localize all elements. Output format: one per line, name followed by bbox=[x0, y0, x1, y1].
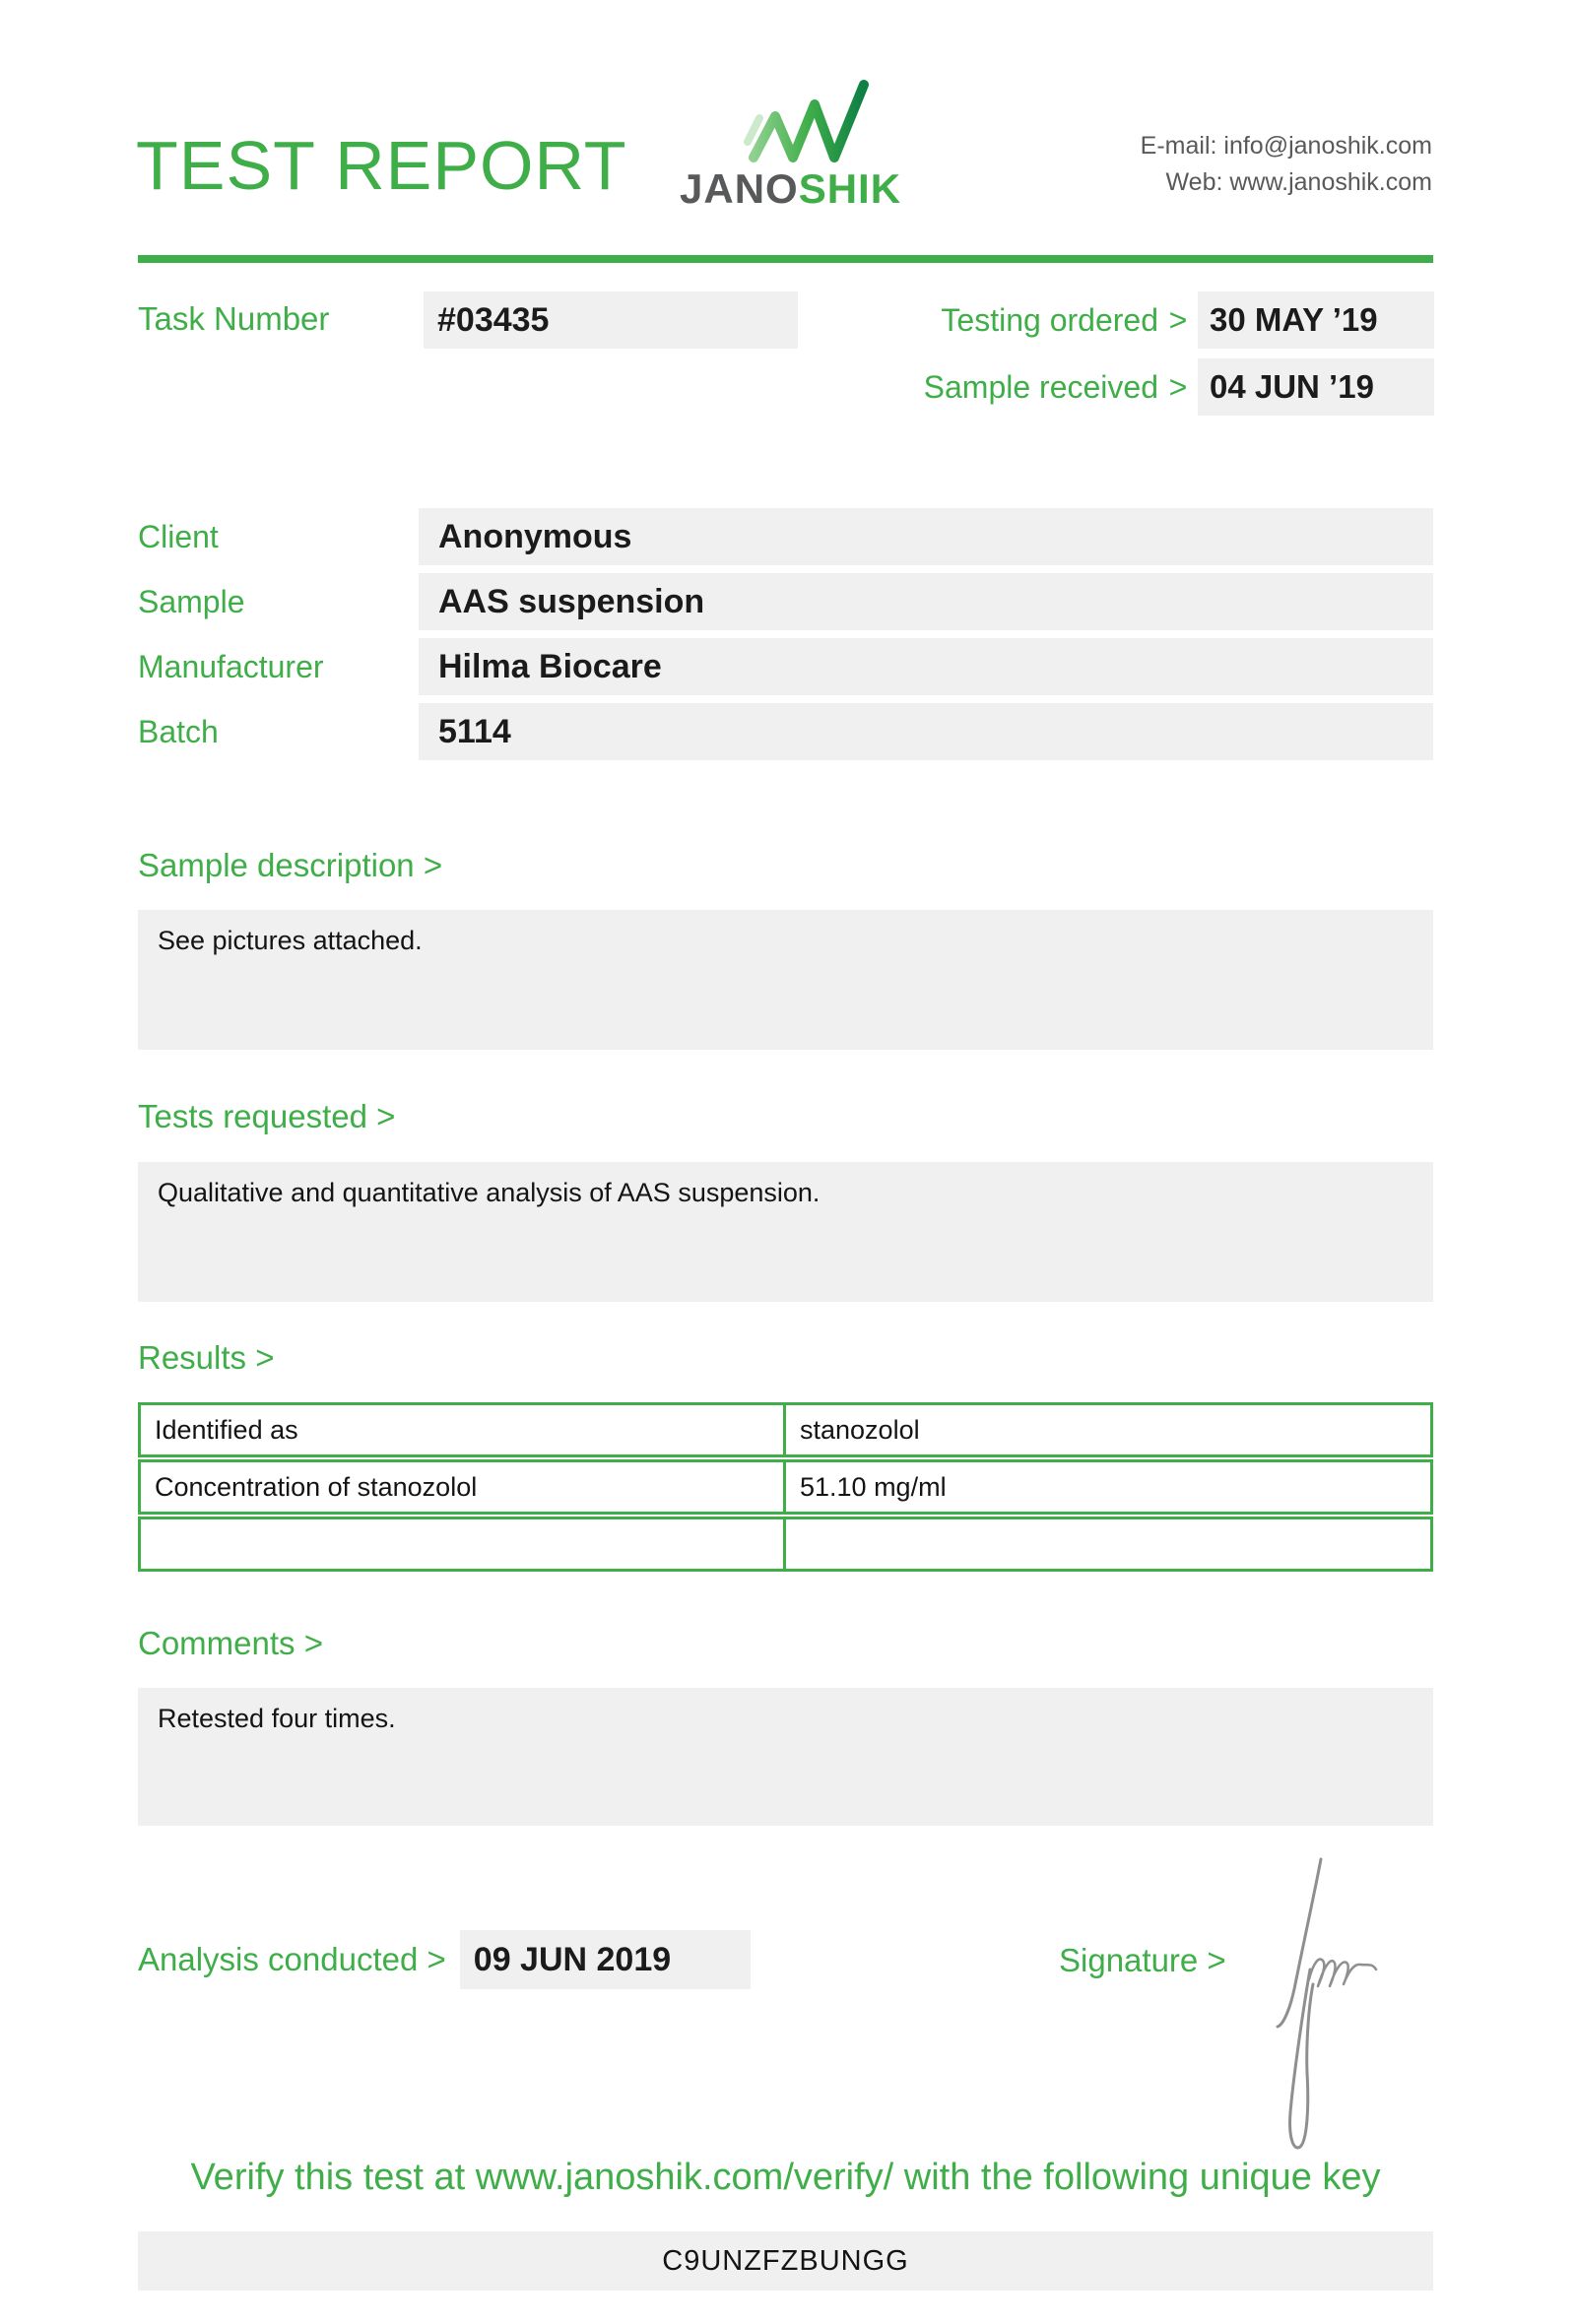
logo-shik: SHIK bbox=[798, 165, 902, 212]
logo-jano: JANO bbox=[680, 165, 799, 212]
sample-label: Sample bbox=[138, 583, 245, 619]
result-name-cell: Identified as bbox=[141, 1405, 786, 1454]
comments-box: Retested four times. bbox=[138, 1688, 1433, 1826]
tests-requested-box: Qualitative and quantitative analysis of AAS suspension. bbox=[138, 1162, 1433, 1302]
analysis-date-box bbox=[460, 1930, 751, 1989]
results-row bbox=[138, 1459, 1433, 1515]
result-value-cell: 51.10 mg/ml bbox=[800, 1471, 947, 1502]
info-row-batch bbox=[138, 703, 1433, 760]
info-row-manufacturer bbox=[138, 638, 1433, 695]
contact-web: Web: www.janoshik.com bbox=[1165, 168, 1432, 196]
batch-label: Batch bbox=[138, 713, 219, 749]
verify-key-box bbox=[138, 2231, 1433, 2291]
info-row-sample bbox=[138, 573, 1433, 630]
testing-ordered-label: Testing ordered bbox=[941, 301, 1158, 338]
sample-received-row bbox=[867, 358, 1434, 416]
client-value-box bbox=[419, 508, 1433, 565]
signature-image bbox=[1264, 1851, 1443, 2184]
analysis-conducted-row bbox=[138, 1930, 751, 1989]
results-table bbox=[138, 1402, 1433, 1574]
analysis-date-value: 09 JUN 2019 bbox=[473, 1940, 672, 1978]
batch-value: 5114 bbox=[438, 712, 511, 750]
testing-ordered-value-box bbox=[1198, 291, 1434, 349]
contact-block bbox=[1141, 128, 1432, 201]
sample-value-box bbox=[419, 573, 1433, 630]
sample-value: AAS suspension bbox=[438, 582, 705, 620]
testing-ordered-value: 30 MAY ’19 bbox=[1210, 301, 1378, 338]
janoshik-logo bbox=[680, 165, 901, 213]
result-name-cell: Concentration of stanozolol bbox=[141, 1462, 786, 1512]
client-label: Client bbox=[138, 518, 219, 554]
client-value: Anonymous bbox=[438, 517, 632, 555]
comments-heading: Comments > bbox=[138, 1625, 323, 1661]
verify-instruction: Verify this test at www.janoshik.com/verify/ with the following unique key bbox=[190, 2157, 1381, 2198]
manufacturer-value-box bbox=[419, 638, 1433, 695]
sample-description-box: See pictures attached. bbox=[138, 910, 1433, 1050]
result-value-cell bbox=[786, 1519, 1430, 1569]
testing-ordered-arrow: > bbox=[1168, 301, 1188, 338]
verify-key: C9UNZFZBUNGG bbox=[662, 2244, 909, 2277]
sample-received-arrow: > bbox=[1168, 368, 1188, 405]
growth-chart-icon bbox=[744, 77, 893, 165]
task-number-label: Task Number bbox=[138, 300, 330, 337]
sample-info-block bbox=[138, 508, 1433, 768]
header-divider bbox=[138, 255, 1433, 263]
results-row bbox=[138, 1402, 1433, 1457]
tests-requested-heading: Tests requested > bbox=[138, 1098, 396, 1134]
result-name-cell bbox=[141, 1519, 786, 1569]
results-heading: Results > bbox=[138, 1339, 275, 1376]
task-number-value: #03435 bbox=[437, 300, 550, 339]
task-number-value-box bbox=[424, 291, 798, 349]
manufacturer-value: Hilma Biocare bbox=[438, 647, 662, 685]
batch-value-box bbox=[419, 703, 1433, 760]
manufacturer-label: Manufacturer bbox=[138, 648, 324, 684]
signature-label: Signature > bbox=[1059, 1942, 1226, 1978]
sample-received-value: 04 JUN ’19 bbox=[1210, 368, 1374, 405]
result-value-cell: stanozolol bbox=[800, 1414, 920, 1445]
analysis-conducted-label: Analysis conducted > bbox=[138, 1941, 446, 1977]
sample-received-value-box bbox=[1198, 358, 1434, 416]
page-title: TEST REPORT bbox=[136, 127, 627, 204]
sample-description-heading: Sample description > bbox=[138, 847, 443, 883]
sample-received-label: Sample received bbox=[923, 368, 1158, 405]
results-row bbox=[138, 1517, 1433, 1572]
info-row-client bbox=[138, 508, 1433, 565]
contact-email: E-mail: info@janoshik.com bbox=[1140, 132, 1432, 160]
testing-ordered-row bbox=[867, 291, 1434, 349]
